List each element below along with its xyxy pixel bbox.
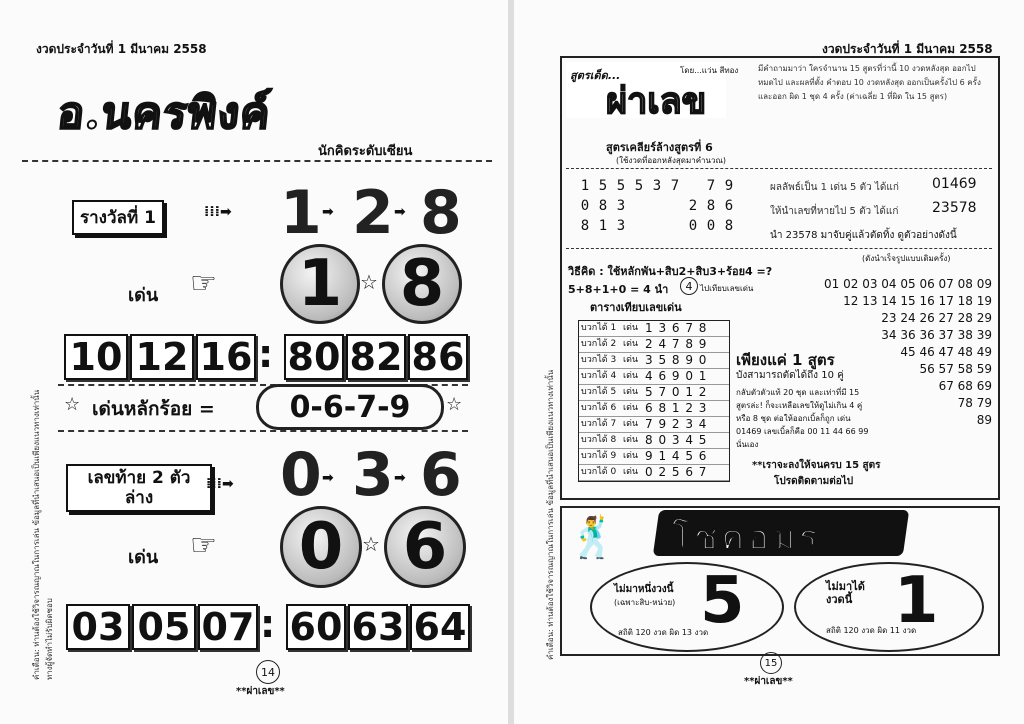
- chokomon-title: โชคอมร: [672, 518, 822, 558]
- divider: [22, 160, 492, 162]
- pair-box: 12: [130, 334, 194, 380]
- footer-note2: โปรดติดตามต่อไป: [774, 476, 854, 487]
- grid-cell: 0: [706, 218, 716, 234]
- grid-row: [576, 216, 756, 236]
- star-icon: ☆: [446, 394, 463, 415]
- page-number: 14: [256, 660, 280, 684]
- row-nums: 7 9 2 3 4: [645, 417, 708, 431]
- row-den: เด่น: [623, 355, 639, 365]
- row-den: เด่น: [623, 419, 639, 429]
- compare-table: [578, 320, 730, 482]
- grid-cell: 5: [634, 178, 644, 194]
- formula-grid: [576, 176, 756, 236]
- row-nums: 2 4 7 8 9: [645, 337, 708, 351]
- pairs-line: 34 36 36 37 38 39: [881, 328, 992, 342]
- row-den: เด่น: [623, 435, 639, 445]
- method-circle: 4: [680, 277, 698, 295]
- result-val1: 01469: [932, 176, 977, 192]
- row-den: เด่น: [623, 339, 639, 349]
- pairs-line: 12 13 14 15 16 17 18 19: [843, 294, 992, 308]
- page-number: 15: [760, 652, 782, 674]
- grid-cell: 3: [652, 178, 662, 194]
- divider: [566, 168, 992, 169]
- method-tail: ไปเทียบเลขเด่น: [700, 284, 754, 293]
- divider: [58, 430, 468, 432]
- arrow-icon: ⁞⁞⁞➡: [206, 476, 234, 492]
- den-digit: 6: [402, 510, 448, 584]
- pairs-line: 45 46 47 48 49: [900, 345, 992, 359]
- pair-box: 05: [132, 604, 196, 650]
- pairs-line: 78 79: [957, 396, 992, 410]
- row-nums: 3 5 8 9 0: [645, 353, 708, 367]
- formula-title: สูตรเคลียร์ล้างสูตรที่ 6: [606, 141, 713, 154]
- formula-sub: (ใช้งวดที่ออกหลังสุดมาคำนวณ): [616, 156, 727, 165]
- result-note: (ดังนำเร็จรูปแบบเดิมครั้ง): [862, 254, 951, 263]
- grid-cell: 8: [598, 198, 608, 214]
- left-side-text: คำเตือน: ท่านต้องใช้วิจารณญาณในการเล่น ข้อมูลที่นำเสนอเป็นเพียงแนวทางเท่านั้น ทางผู้จัดทำไม่รับผิดชอบ: [32, 389, 54, 680]
- grid-cell: 5: [598, 178, 608, 194]
- den-digit: 8: [399, 247, 445, 321]
- den-digit: 1: [297, 247, 343, 321]
- right-footer: **ผ่าเลข**: [744, 676, 793, 687]
- grid-cell: 3: [616, 198, 626, 214]
- pair-box: 60: [286, 604, 346, 650]
- divider: [566, 248, 992, 249]
- author: โดย...แว่น สีทอง: [680, 66, 739, 75]
- grid-cell: 1: [598, 218, 608, 234]
- pair-box: 03: [66, 604, 130, 650]
- den-label: เด่น: [128, 547, 159, 568]
- row-nums: 1 3 6 7 8: [645, 321, 708, 335]
- row-nums: 0 2 5 6 7: [645, 465, 708, 479]
- right-header-date: งวดประจำวันที่ 1 มีนาคม 2558: [822, 42, 993, 56]
- table-row: [579, 433, 729, 449]
- arrow-icon: ➡: [394, 204, 406, 220]
- den-digit: 0: [298, 510, 344, 584]
- pair-box: 16: [196, 334, 256, 380]
- grid-cell: 2: [688, 198, 698, 214]
- grid-cell: 0: [580, 198, 590, 214]
- pointing-hand-icon: ☞: [190, 528, 217, 563]
- den-circle: [382, 244, 462, 324]
- last2-digit: 6: [420, 440, 462, 510]
- arrow-icon: ⁞⁞⁞➡: [204, 204, 232, 220]
- grid-cell: 8: [706, 198, 716, 214]
- table-row: [579, 449, 729, 465]
- method-calc: 5+8+1+0 = 4 นำ: [568, 283, 669, 296]
- star-icon: ☆: [64, 394, 81, 415]
- table-row: [579, 401, 729, 417]
- pair-box: 64: [410, 604, 470, 650]
- row-den: เด่น: [623, 451, 639, 461]
- grid-cell: 7: [670, 178, 680, 194]
- row-den: เด่น: [623, 323, 639, 333]
- oval-2: [794, 562, 984, 652]
- oval2-num: 1: [894, 564, 939, 638]
- arrow-icon: ➡: [322, 470, 334, 486]
- arrow-icon: ➡: [322, 204, 334, 220]
- den-label: เด่น: [128, 285, 159, 306]
- row-label: บวกได้ 1: [581, 323, 617, 333]
- den-circle: [280, 244, 360, 324]
- table-row: [579, 385, 729, 401]
- row-label: บวกได้ 7: [581, 419, 617, 429]
- pairs-line: 89: [976, 413, 992, 427]
- row-nums: 9 1 4 5 6: [645, 449, 708, 463]
- row-den: เด่น: [623, 403, 639, 413]
- footer-note1: **เราจะลงให้จนครบ 15 สูตร: [752, 460, 881, 471]
- oval-1: [590, 562, 784, 652]
- table-title: ตารางเทียบเลขเด่น: [590, 301, 682, 314]
- prize1-label: รางวัลที่ 1: [72, 200, 164, 235]
- left-subtitle: นักคิดระดับเซียน: [318, 144, 413, 159]
- hundreds-label: เด่นหลักร้อย =: [92, 398, 215, 420]
- table-row: [579, 337, 729, 353]
- table-row: [579, 417, 729, 433]
- row-label: บวกได้ 3: [581, 355, 617, 365]
- star-icon: ☆: [362, 532, 380, 556]
- row-nums: 5 7 0 1 2: [645, 385, 708, 399]
- row-label: บวกได้ 9: [581, 451, 617, 461]
- colon: :: [260, 602, 276, 646]
- star-icon: ☆: [360, 270, 378, 294]
- method: วิธีคิด : ใช้หลักพัน+สิบ2+สิบ3+ร้อย4 =?: [568, 265, 773, 278]
- last2-digit: 3: [352, 440, 394, 510]
- pieng-title: เพียงแค่ 1 สูตร: [736, 351, 835, 369]
- grid-cell: 8: [580, 218, 590, 234]
- table-row: [579, 353, 729, 369]
- row-label: บวกได้ 5: [581, 387, 617, 397]
- hundreds-value: 0-6-7-9: [256, 384, 444, 430]
- table-row: [579, 321, 729, 337]
- last2-digit: 0: [280, 440, 322, 510]
- grid-cell: 8: [724, 218, 734, 234]
- pair-box: 07: [198, 604, 258, 650]
- grid-cell: 7: [706, 178, 716, 194]
- left-footer: **ผ่าเลข**: [236, 686, 285, 697]
- pair-box: 82: [346, 334, 406, 380]
- formula-frame: [560, 56, 1000, 500]
- grid-cell: 6: [724, 198, 734, 214]
- row-nums: 4 6 9 0 1: [645, 369, 708, 383]
- right-page: [514, 0, 1024, 724]
- row-label: บวกได้ 6: [581, 403, 617, 413]
- den-circle: [384, 506, 466, 588]
- row-label: บวกได้ 4: [581, 371, 617, 381]
- grid-row: [576, 196, 756, 216]
- pointing-hand-icon: ☞: [190, 266, 217, 301]
- result-val2: 23578: [932, 200, 977, 216]
- result-text1: ผลลัพธ์เป็น 1 เด่น 5 ตัว ได้แก่: [770, 182, 899, 193]
- table-row: [579, 369, 729, 385]
- prize1-digit: 8: [420, 178, 462, 248]
- pairs-line: 67 68 69: [938, 379, 992, 393]
- right-side-text: คำเตือน: ท่านต้องใช้วิจารณญาณในการเล่น ข้อมูลที่นำเสนอเป็นเพียงแนวทางเท่านั้น: [546, 369, 555, 660]
- man-icon: 🕺: [568, 515, 618, 561]
- pair-box: 63: [348, 604, 408, 650]
- grid-cell: 3: [616, 218, 626, 234]
- left-page: [0, 0, 508, 724]
- left-title: อ.นครพิงค์: [55, 88, 274, 139]
- grid-cell: 0: [688, 218, 698, 234]
- row-den: เด่น: [623, 467, 639, 477]
- chokomon-frame: [560, 506, 1000, 656]
- grid-cell: 5: [616, 178, 626, 194]
- prize1-digit: 2: [352, 178, 394, 248]
- row-label: บวกได้ 0: [581, 467, 617, 477]
- pair-box: 10: [64, 334, 128, 380]
- logo-small: สูตรเด็ด...: [570, 69, 621, 82]
- oval1-num: 5: [700, 564, 745, 638]
- pairs-line: 23 24 26 27 28 29: [881, 311, 992, 325]
- row-nums: 6 8 1 2 3: [645, 401, 708, 415]
- result-text3: นำ 23578 มาจับคู่แล้วตัดทิ้ง ดูตัวอย่างดังนี้: [770, 230, 957, 241]
- row-den: เด่น: [623, 371, 639, 381]
- pairs-line: 01 02 03 04 05 06 07 08 09: [824, 277, 992, 291]
- row-nums: 8 0 3 4 5: [645, 433, 708, 447]
- oval1-stat: สถิติ 120 งวด ผิด 13 งวด: [618, 628, 709, 637]
- grid-cell: 1: [580, 178, 590, 194]
- oval2-stat: สถิติ 120 งวด ผิด 11 งวด: [826, 626, 917, 635]
- table-row: [579, 465, 729, 481]
- row-label: บวกได้ 8: [581, 435, 617, 445]
- oval2-title: ไม่มาได้ งวดนี้: [826, 580, 865, 606]
- den-circle: [280, 506, 362, 588]
- left-header-date: งวดประจำวันที่ 1 มีนาคม 2558: [36, 42, 207, 56]
- pair-box: 86: [408, 334, 468, 380]
- pieng-line2: บังสามารถตัดได้ถึง 10 คู่: [736, 370, 844, 381]
- colon: :: [258, 332, 274, 376]
- pairs-line: 56 57 58 59: [919, 362, 992, 376]
- grid-cell: 9: [724, 178, 734, 194]
- intro-text: มีคำถามมาว่า ใครจำนาน 15 สูตรที่ว่านี้ 10 งวดหลังสุด ออกไปหมดไป และผลที่ตั้ง คำตอบ 10 งวดหลังสุด ออกเป็นครั้งไป 6 ครั้ง และออก ผิด 1 ชุด 4 ครั้ง (ค่าเฉลี่ย 1 ที่ผิด ใน 15 สูตร): [758, 64, 981, 101]
- grid-row: [576, 176, 756, 196]
- row-label: บวกได้ 2: [581, 339, 617, 349]
- row-den: เด่น: [623, 387, 639, 397]
- pieng-body: กลับตัวตัวแท้ 20 ชุด และเท่าที่มี 15 สูตรล่ะ! ก็จะเหลือเลขให้ดูไม่เกิน 4 คู่ หรือ 8 ชุด ต่อให้ออกเบิ้ลก็ถูก เด่น 01469 เลขเบิ้ลก็คือ 00 11 44 66 99 นั่นเอง: [736, 388, 869, 449]
- prize1-digit: 1: [280, 178, 322, 248]
- result-text2: ให้นำเลขที่หายไป 5 ตัว ได้แก่: [770, 206, 899, 217]
- last2-label: เลขท้าย 2 ตัว ล่าง: [66, 464, 212, 512]
- oval1-sub: (เฉพาะสิบ-หน่วย): [614, 598, 676, 607]
- logo-main: ผ่าเลข: [606, 81, 707, 122]
- arrow-icon: ➡: [394, 470, 406, 486]
- oval1-title: ไม่มาหนึ่งวงนี้: [614, 584, 674, 595]
- pair-box: 80: [284, 334, 344, 380]
